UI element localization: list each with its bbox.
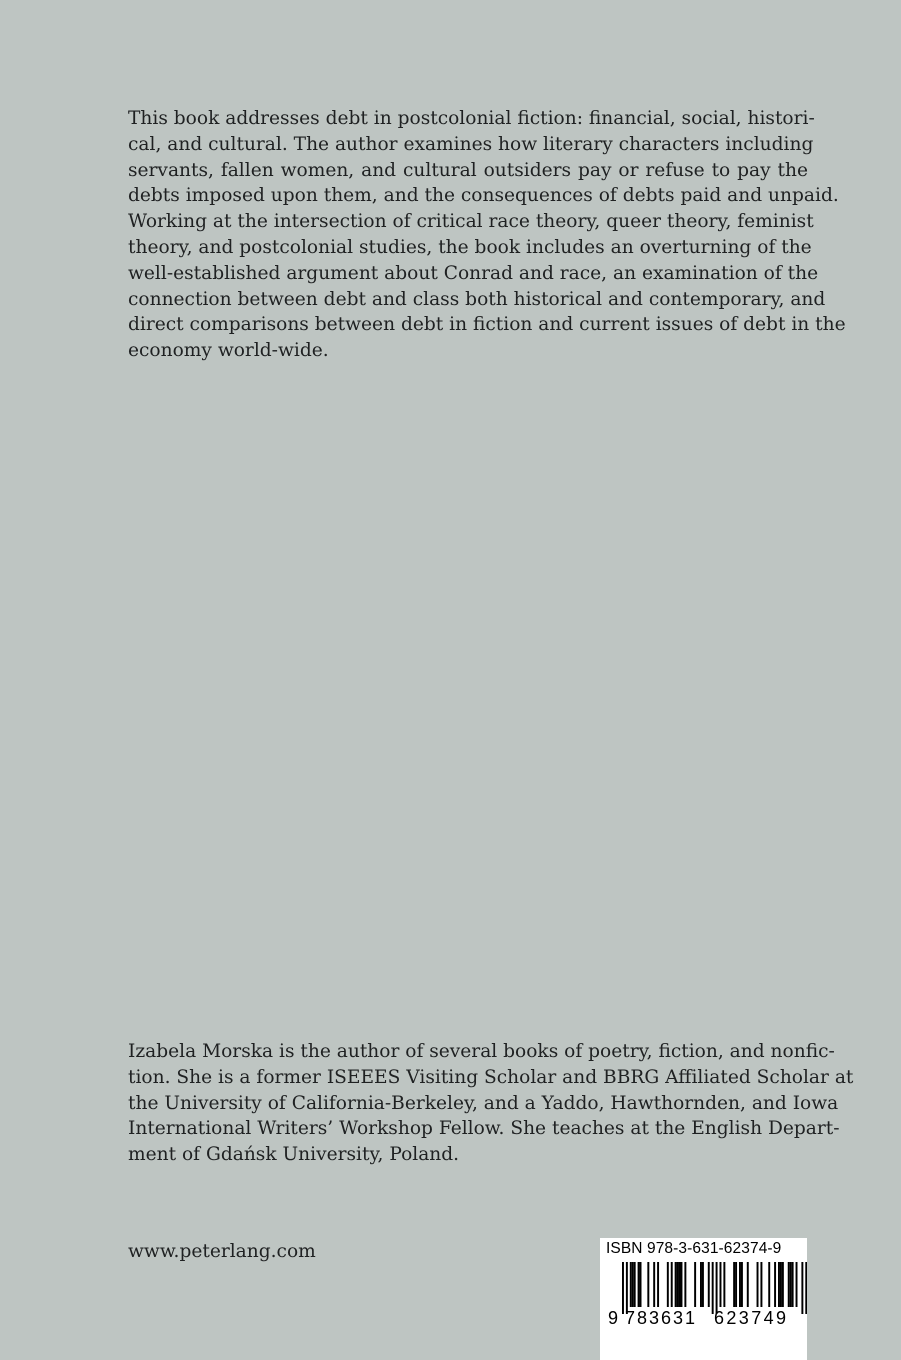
barcode-bar: [735, 1262, 737, 1307]
summary-line: theory, and postcolonial studies, the book includes an overturning of the: [128, 236, 812, 258]
barcode-digits-left: 783631: [625, 1308, 695, 1328]
barcode-bar: [657, 1262, 659, 1307]
author-bio-line: the University of California-Berkeley, and a Yaddo, Hawthornden, and Iowa: [128, 1092, 839, 1114]
barcode-bar: [702, 1262, 704, 1307]
summary-line: well-established argument about Conrad and race, an examination of the: [128, 262, 819, 284]
barcode-bar: [723, 1262, 725, 1307]
summary-line: economy world-wide.: [128, 340, 329, 362]
barcode-bar: [768, 1262, 770, 1307]
barcode-bar: [757, 1262, 759, 1307]
barcode-bar: [741, 1262, 743, 1307]
barcode-digits-right: 623749: [714, 1308, 786, 1328]
barcode-bar: [760, 1262, 762, 1307]
barcode-bar: [801, 1262, 803, 1314]
barcode-bar: [675, 1262, 677, 1307]
barcode-bar: [796, 1262, 798, 1307]
author-bio-line: International Writers’ Workshop Fellow. She teaches at the English Depart-: [128, 1118, 840, 1140]
summary-line: servants, fallen women, and cultural outsiders pay or refuse to pay the: [128, 159, 808, 181]
barcode-bar: [780, 1262, 782, 1307]
barcode-bar: [782, 1262, 784, 1307]
barcode-bar: [626, 1262, 628, 1314]
summary-line: direct comparisons between debt in fiction and current issues of debt in the: [128, 314, 846, 336]
barcode-bar: [788, 1262, 790, 1307]
barcode-bar: [694, 1262, 696, 1307]
barcode-bar: [712, 1262, 714, 1314]
barcode-bar: [792, 1262, 794, 1307]
isbn-label: ISBN 978-3-631-62374-9: [606, 1240, 782, 1257]
barcode-bar: [774, 1262, 776, 1307]
barcode-bar: [630, 1262, 632, 1307]
barcode-bar: [622, 1262, 624, 1314]
barcode-bar: [739, 1262, 741, 1307]
barcode-bar: [638, 1262, 640, 1307]
isbn-barcode: [600, 1238, 807, 1360]
author-bio-line: Izabela Morska is the author of several books of poetry, fiction, and nonfic-: [128, 1041, 835, 1062]
summary-line: connection between debt and class both historical and contemporary, and: [128, 288, 826, 310]
barcode-bar: [671, 1262, 673, 1307]
barcode-bar: [747, 1262, 749, 1307]
author-bio-line: tion. She is a former ISEEES Visiting Scholar and BBRG Affiliated Scholar at: [128, 1066, 854, 1088]
barcode-bar: [634, 1262, 636, 1307]
barcode-bar: [700, 1262, 702, 1307]
barcode-bar: [778, 1262, 780, 1307]
barcode-bar: [805, 1262, 807, 1314]
summary-line: debts imposed upon them, and the consequences of debts paid and unpaid.: [128, 185, 839, 207]
barcode-bar: [708, 1262, 710, 1307]
barcode-bar: [640, 1262, 642, 1307]
barcode-bar: [684, 1262, 686, 1307]
summary-line: Working at the intersection of critical race theory, queer theory, feminist: [128, 211, 814, 233]
book-summary: [128, 106, 846, 364]
barcode-bar: [679, 1262, 681, 1307]
barcode-digit-prefix: 9: [607, 1308, 619, 1328]
barcode-bar: [733, 1262, 735, 1307]
barcode-bar: [677, 1262, 679, 1307]
barcode-bars: [622, 1262, 807, 1314]
barcode-graphic: [600, 1238, 807, 1360]
barcode-bar: [720, 1262, 722, 1307]
barcode-bar: [667, 1262, 669, 1307]
barcode-bar: [632, 1262, 634, 1307]
author-bio-line: ment of Gdańsk University, Poland.: [128, 1144, 460, 1166]
summary-line: cal, and cultural. The author examines how literary characters including: [128, 133, 814, 155]
barcode-bar: [647, 1262, 649, 1307]
publisher-website[interactable]: www.peterlang.com: [128, 1241, 316, 1262]
summary-line: This book addresses debt in postcolonial fiction: financial, social, histori-: [128, 108, 815, 129]
author-bio: [128, 1039, 854, 1168]
barcode-bar: [716, 1262, 718, 1314]
barcode-bar: [653, 1262, 655, 1307]
barcode-bar: [681, 1262, 683, 1307]
barcode-bar: [790, 1262, 792, 1307]
